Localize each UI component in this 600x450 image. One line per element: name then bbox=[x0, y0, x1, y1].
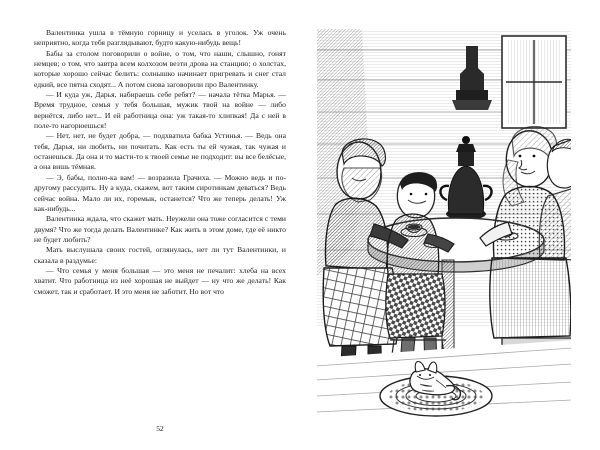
paragraph: — Э, бабы, полно-ка вам! — возразила Грачиха. — Можно ведь и по-другому рассудить. Ну а куда, скажем, вот таким сиротинкам деваться? Ведь сейчас война. Мало ли их, горемык, останется? Что же теперь делать! Уж как-нибудь... bbox=[34, 172, 286, 213]
illustration bbox=[316, 28, 572, 422]
paragraph: — Нет, нет, не будет добра, — подхватила бабка Устинья. — Ведь она тебя, Дарья, ни любить, ни почитать. Как есть ты ей чужая, так чужая и останешься. Да она и то маcти-то к твоей семье не подходит: вы все белёсые, а она вишь тёмная. bbox=[34, 131, 286, 172]
paragraph: Валентинка ушла в тёмную горницу и уселась в уголок. Уж очень неприятно, когда тебя разглядывают, будто какую-нибудь вещь! bbox=[34, 28, 286, 48]
paragraph: Мать выслушала своих гостей, оглянулась, нет ли тут Валентинки, и сказала в раздумье: bbox=[34, 245, 286, 265]
paragraph: — И куда уж, Дарья, набираешь себе ребят? — начала тётка Марья. — Время трудное, семья у тебя большая, мужик твой на войне — либо вернётся, либо нет... И ей работница она: уж такая-то хлипкая! Да с ней в поле-то нагорюешься! bbox=[34, 90, 286, 131]
paragraph: Бабы за столом поговорили о войне, о том, что наши, слышно, гонят немцев; о том, что завтра всем колхозом везти дрова на станцию; о холстах, которые хорошо сейчас белить: солнышко начинает пригревать и снег стал едкий, все пятна сходят... А потом снова заговорили про Валентинку. bbox=[34, 48, 286, 89]
paragraph: Валентинка ждала, что скажет мать. Неужели она тоже согласится с теми двумя? Что же тогда делать Валентинке? Как жить в этом доме, где её никто не будет любить? bbox=[34, 214, 286, 244]
body-text-column bbox=[34, 28, 286, 410]
page-number: 52 bbox=[156, 424, 164, 433]
paragraph: — Что семья у меня большая — это меня не печалит: хлеба на всех хватит. Что работница из неё хорошая не выйдет — ну что же делать! Как сможет, так и сработает. И это меня не заботит. Но вот что bbox=[34, 265, 286, 296]
